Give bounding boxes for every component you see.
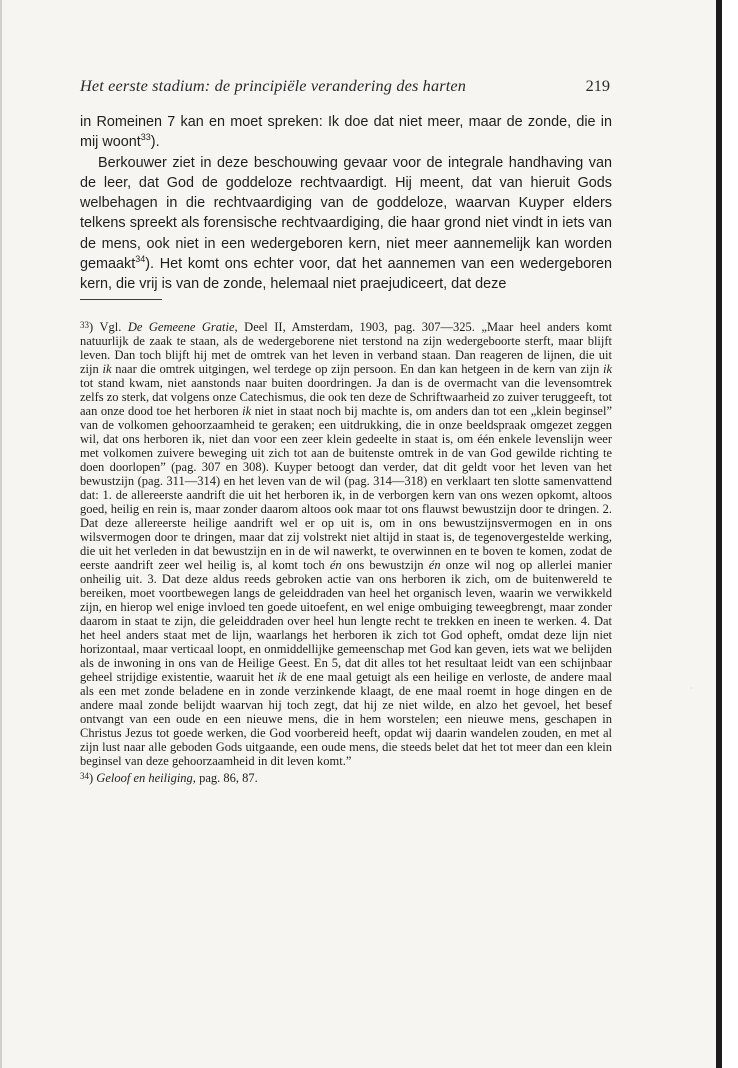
footnote-33-text-e: ons bewustzijn — [341, 558, 429, 573]
page-edge-bar — [716, 0, 722, 1068]
footnote-33-text-g: de ene maal getuigt als een heilige en verloste, de andere maal als een met zonde beladene en in zonde verzinkende klaagt, de ene maal roemt in hoge dingen en de andere maal zonde belijdt waarvan hij toch zegt, dat hij ze niet wilde, en alzo het gevoel, het besef ontvangt van een oude en een nieuwe mens, die in hem worstelen; een nieuwe mens, geschapen in Christus Jezus tot goede werken, die God voorbereid heeft, opdat wij daarin wandelen zouden, en met al zijn lust naar alle geboden Gods uitgaande, een oude mens, die steeds belet dat het tot meer dan een klein beginsel van deze gehoorzaamheid in dit leven komt.” — [80, 670, 612, 769]
footnote-33-text-a: Deel II, Amsterdam, 1903, pag. 307—325. „Maar heel anders komt natuurlijk de zaak te staan, als de wedergeborene niet terstond na zijn wedergeboorte sterft, maar blijft leven. Dan toch blijft hij met de omtrek van het leven in verband staan. Dan reageren de lijnen, die uit zijn — [80, 320, 612, 377]
footnote-34-title: Geloof en heiliging, — [96, 770, 196, 785]
footnote-33-prefix: ) Vgl. — [89, 320, 128, 334]
footnote-33-ik-1: ik — [102, 362, 112, 377]
footnote-33-title: De Gemeene Gratie, — [127, 320, 238, 334]
footnote-33-en-1: én — [329, 558, 342, 573]
footnote-34 — [80, 769, 612, 785]
running-title: Het eerste stadium: de principiële verandering des harten — [80, 76, 467, 95]
footnote-33-text-b: naar die omtrek uitgingen, wel terdege op zijn persoon. En dan kan hetgeen in de kern van zijn — [111, 362, 603, 377]
paragraph-2 — [80, 153, 612, 295]
footnote-ref-33: 33 — [140, 132, 151, 143]
footnote-33-text-f: onze wil nog op allerlei manier onheilig uit. 3. Dat deze aldus reeds gebroken actie van ons herboren ik zich, om de buitenwereld te bereiken, moet voortbewegen langs de geleiddraden van heel het organisch leven, waarin we verwikkeld zijn, en hierop wel enige invloed ten goede uitoefent, en wel enige ombuiging teweegbrengt, maar zonder daarom in staat te zijn, die geleiddraden over heel hun lengte recht te trekken en ineen te werken. 4. Dat het heel anders staat met de lijn, waarlangs het herboren ik zich tot God opheft, omdat deze lijn niet horizontaal, maar verticaal loopt, en onmiddellijke gemeenschap met God kan geven, iets wat we belijden als de inwoning in ons van de Heilige Geest. En 5, dat dit alles tot het resultaat leidt van een schijnbaar geheel strijdige existentie, waaruit het — [80, 558, 612, 685]
main-text — [80, 112, 612, 295]
footnotes — [80, 318, 612, 785]
page-number: 219 — [585, 76, 610, 95]
scan-speck: · — [690, 684, 693, 693]
footnote-33-ik-4: ik — [277, 670, 287, 685]
footnote-33-text-d: niet in staat noch bij machte is, om anders dan tot een „klein beginsel” van de volkomen gehoorzaamheid te geraken; een uitdrukking, die in onze beeldspraak omgezet zeggen wil, dat ons herboren ik, niet dan voor een zeer klein gedeelte in staat is, om één enkele levenslijn weer met volkomen zuivere beweging uit zich tot aan de buitenste omtrek in de van God gewilde richting te doen doorlopen” (pag. 307 en 308). Kuyper betoogt dan verder, dat dit geldt voor het leven van het bewustzijn (pag. 311—314) en het leven van de wil (pag. 314—318) en verklaart ten slotte samenvattend dat: 1. de allereerste aandrift die uit het herboren ik, in de verborgen kern van ons wezen opkomt, altoos goed, heilig en rein is, maar zonder daarom altoos ook maar tot ons flauwst bewustzijn door te dringen. 2. Dat deze allereerste heilige aandrift wel er op uit is, om in ons bewustzijnsvermogen en in ons wilsvermogen door te dringen, maar dat zij volstrekt niet altijd in staat is, de tegenovergestelde werking, die uit het verleden in dat bewustzijn en in de wil nawerkt, te overwinnen en te boven te komen, zodat de eerste aandrift zeer wel heilig is, al komt toch — [80, 404, 613, 573]
footnote-33-text-c: tot stand kwam, niet aanstonds naar buiten doordringen. Ja dan is de overmacht van die levensomtrek zelfs zo sterk, dat volgens onze Catechismus, die ook ten deze de Schriftwaarheid zo zuiver teruggeeft, tot aan onze dood toe het herboren — [80, 376, 612, 419]
footnote-separator — [80, 299, 162, 300]
footnote-33-number: 33 — [80, 320, 89, 330]
paragraph-1-end: ). — [150, 134, 160, 151]
footnote-ref-34: 34 — [135, 254, 146, 265]
footnote-34-prefix: ) — [89, 770, 97, 785]
footnote-33-ik-2: ik — [602, 362, 612, 377]
footnote-33 — [80, 318, 612, 769]
page-gutter-shadow — [0, 0, 2, 1068]
footnote-34-text: pag. 86, 87. — [195, 770, 258, 785]
footnote-33-en-2: én — [428, 558, 441, 573]
paragraph-2-text: Berkouwer ziet in deze beschouwing gevaar voor de integrale handhaving van de leer, dat God de goddeloze rechtvaardigt. Hij meent, dat van hieruit Gods welbehagen in die rechtvaardiging van de goddeloze, waarvan Kuyper elders telkens spreekt als forensische rechtvaardiging, die haar grond niet vindt in iets van de mens, ook niet in een wedergeboren kern, niet meer aannemelijk kan worden gemaakt — [80, 154, 612, 273]
footnote-33-ik-3: ik — [242, 404, 252, 419]
footnote-34-number: 34 — [80, 770, 89, 781]
paragraph-2-end: ). Het komt ons echter voor, dat het aannemen van een wedergeboren kern, die vrij is van de zonde, helemaal niet praejudiceert, dat deze — [80, 256, 612, 293]
paragraph-1-text: in Romeinen 7 kan en moet spreken: Ik doe dat niet meer, maar de zonde, die in mij woont — [80, 114, 612, 151]
paragraph-1 — [80, 112, 612, 153]
